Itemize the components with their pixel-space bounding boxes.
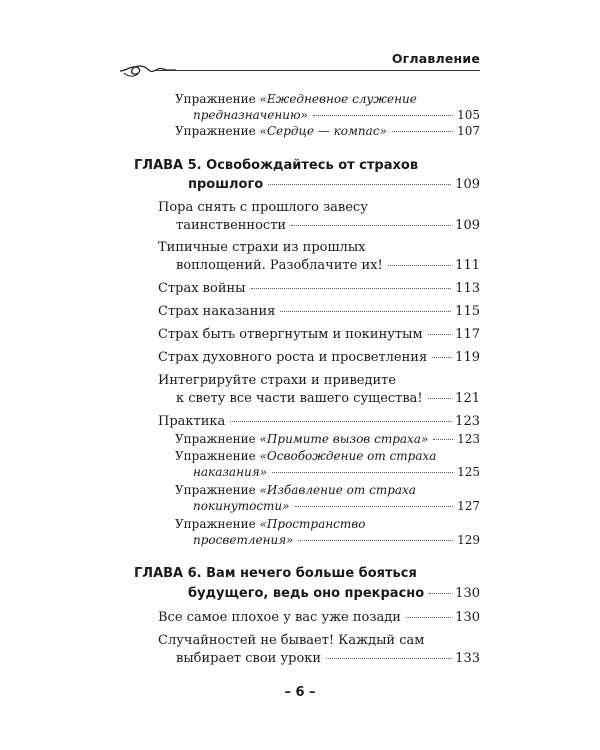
toc-chapter-5[interactable] xyxy=(188,176,480,193)
section-title: Практика xyxy=(158,414,226,429)
chapter-5-title-line1: ГЛАВА 5. Освобождайтесь от страхов xyxy=(134,158,419,173)
dot-leader xyxy=(429,593,451,594)
section-title: Страх быть отвергнутым и покинутым xyxy=(158,327,423,342)
dot-leader xyxy=(272,472,453,473)
toc-exercise-105-line1 xyxy=(175,91,417,108)
page-ref: 107 xyxy=(457,124,480,138)
chapter-6-title-line1: ГЛАВА 6. Вам нечего больше бояться xyxy=(134,566,417,581)
toc-section-123[interactable] xyxy=(158,413,480,430)
exercise-word: Упражнение xyxy=(175,483,256,497)
dot-leader xyxy=(280,311,451,312)
page-ref: 105 xyxy=(457,108,480,122)
section-111-line2: воплощений. Разоблачите их! xyxy=(176,258,383,273)
dot-leader xyxy=(433,439,453,440)
dot-leader xyxy=(268,184,451,185)
toc-section-109[interactable] xyxy=(176,217,480,234)
page-ref: 121 xyxy=(455,391,480,406)
toc-exercise-107[interactable] xyxy=(175,123,480,140)
toc-section-119[interactable] xyxy=(158,349,480,366)
page-ref: 109 xyxy=(455,218,480,233)
toc-section-111[interactable] xyxy=(176,257,480,274)
toc-exercise-129[interactable] xyxy=(193,532,480,549)
dot-leader xyxy=(251,288,452,289)
page-ref: 127 xyxy=(457,499,480,513)
page-ref: 123 xyxy=(457,432,480,446)
section-133-line2: выбирает свои уроки xyxy=(176,651,322,666)
section-109-line2: таинственности xyxy=(176,218,287,233)
section-title: Страх войны xyxy=(158,281,246,296)
exercise-word: Упражнение xyxy=(175,432,256,446)
dot-leader xyxy=(392,131,453,132)
exercise-title-part2: наказания» xyxy=(193,465,267,479)
page-ref: 133 xyxy=(455,651,480,666)
page-ref: 113 xyxy=(455,281,480,296)
toc-section-117[interactable] xyxy=(158,326,480,343)
dot-leader xyxy=(230,421,451,422)
toc-exercise-125-line1 xyxy=(175,448,436,465)
page-ref: 117 xyxy=(455,327,480,342)
section-121-line2: к свету все части вашего существа! xyxy=(176,391,423,406)
exercise-word: Упражнение xyxy=(175,517,256,531)
exercise-word: Упражнение xyxy=(175,449,256,463)
toc-exercise-105[interactable] xyxy=(193,107,480,124)
dot-leader xyxy=(313,115,453,116)
page-ref: 130 xyxy=(455,586,480,601)
dot-leader xyxy=(295,506,454,507)
toc-section-121[interactable] xyxy=(176,390,480,407)
running-head: Оглавление xyxy=(391,51,480,66)
section-111-line1: Типичные страхи из прошлых xyxy=(158,240,366,255)
exercise-word: Упражнение xyxy=(175,124,256,138)
page-ref: 125 xyxy=(457,465,480,479)
chapter-6-title-line2: будущего, ведь оно прекрасно xyxy=(188,586,425,601)
page-ref: 130 xyxy=(455,610,480,625)
exercise-title: «Сердце — компас» xyxy=(259,124,387,138)
dot-leader xyxy=(428,334,452,335)
toc-exercise-123[interactable] xyxy=(175,431,480,448)
toc-section-130[interactable] xyxy=(158,609,480,626)
toc-exercise-125[interactable] xyxy=(193,464,480,481)
exercise-title-part1: «Освобождение от страха xyxy=(259,449,437,463)
page-ref: 129 xyxy=(457,533,480,547)
exercise-title-part1: «Ежедневное служение xyxy=(259,92,417,106)
exercise-title-part1: «Избавление от страха xyxy=(259,483,416,497)
section-title: Все самое плохое у вас уже позади xyxy=(158,610,401,625)
toc-section-113[interactable] xyxy=(158,280,480,297)
toc-exercise-127-line1 xyxy=(175,482,416,499)
page-ref: 119 xyxy=(455,350,480,365)
exercise-title-part2: предназначению» xyxy=(193,108,308,122)
page-ref: 111 xyxy=(455,258,480,273)
section-title: Страх духовного роста и просветления xyxy=(158,350,428,365)
dot-leader xyxy=(406,617,451,618)
section-121-line1: Интегрируйте страхи и приведите xyxy=(158,373,397,388)
dot-leader xyxy=(428,398,452,399)
dot-leader xyxy=(298,540,453,541)
exercise-title-part2: просветления» xyxy=(193,533,294,547)
exercise-title-part2: покинутости» xyxy=(193,499,290,513)
dot-leader xyxy=(291,225,451,226)
section-133-line1: Случайностей не бывает! Каждый сам xyxy=(158,633,425,648)
dot-leader xyxy=(432,357,451,358)
exercise-title-part1: «Пространство xyxy=(259,517,366,531)
section-109-line1: Пора снять с прошлого завесу xyxy=(158,200,368,215)
section-title: Страх наказания xyxy=(158,304,276,319)
toc-exercise-127[interactable] xyxy=(193,498,480,515)
page-number: – 6 – xyxy=(284,685,316,700)
exercise-word: Упражнение xyxy=(175,92,256,106)
dot-leader xyxy=(326,658,451,659)
toc-section-133[interactable] xyxy=(176,650,480,667)
toc-exercise-129-line1 xyxy=(175,516,365,533)
exercise-title: «Примите вызов страха» xyxy=(259,432,429,446)
page-ref: 123 xyxy=(455,414,480,429)
header-rule xyxy=(154,70,480,71)
dot-leader xyxy=(388,265,451,266)
toc-section-115[interactable] xyxy=(158,303,480,320)
page-ref: 109 xyxy=(455,177,480,192)
chapter-5-title-line2: прошлого xyxy=(188,177,264,192)
ornament-flourish-icon xyxy=(118,58,178,80)
page-ref: 115 xyxy=(455,304,480,319)
toc-chapter-6[interactable] xyxy=(188,585,480,602)
